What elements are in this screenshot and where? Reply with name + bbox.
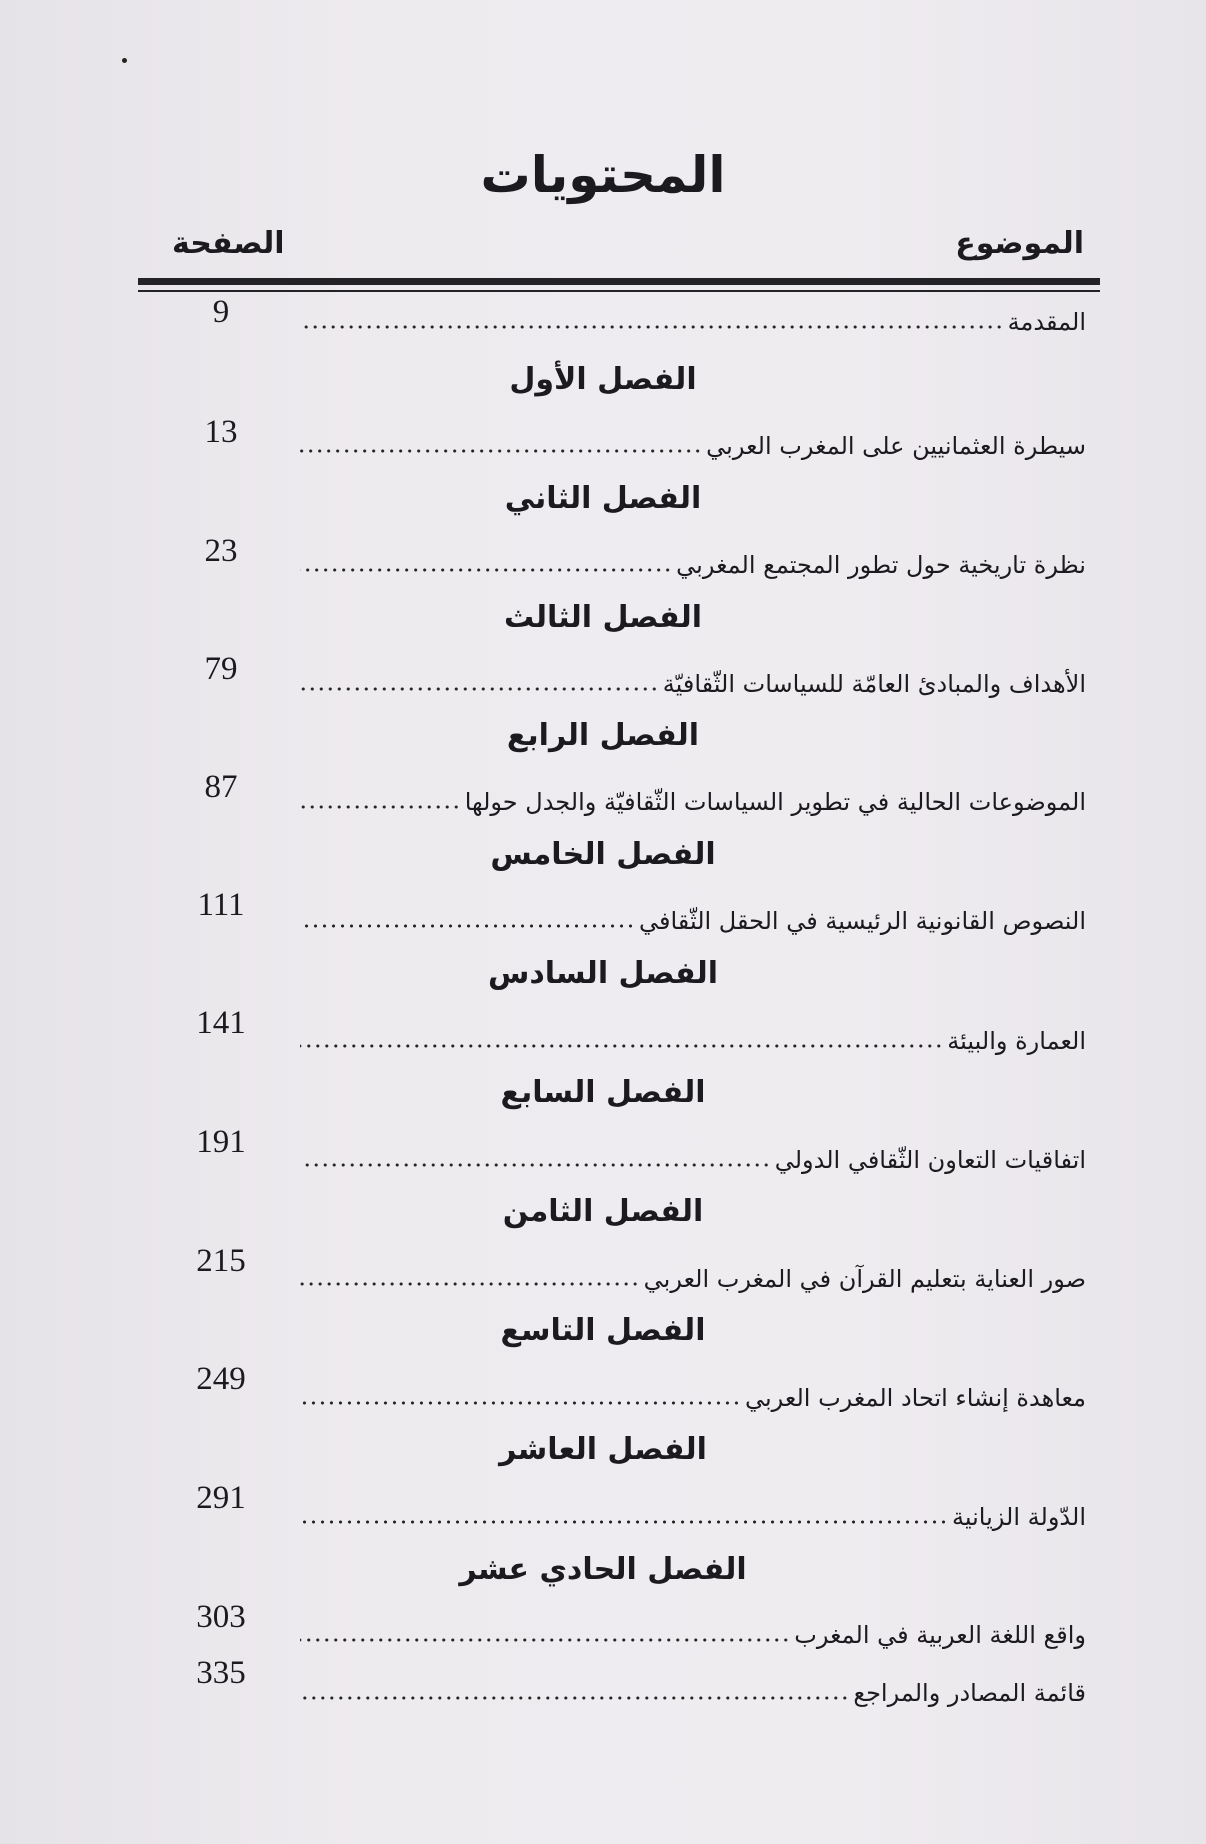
toc-entry — [300, 895, 1086, 935]
toc-page-number: 87 — [204, 769, 238, 805]
toc-page-number: 215 — [196, 1243, 246, 1279]
dot-leader — [300, 1694, 849, 1702]
chapter-heading: الفصل الثالث — [503, 600, 702, 635]
toc-entry-title: النصوص القانونية الرئيسية في الحقل الثّقافي — [639, 907, 1086, 935]
dot-leader — [300, 685, 659, 693]
chapter-heading: الفصل الرابع — [506, 718, 700, 753]
toc-entry-title: صور العناية بتعليم القرآن في المغرب العربي — [643, 1265, 1086, 1293]
header-rule-thick — [138, 278, 1100, 285]
toc-entry — [300, 420, 1086, 460]
toc-page-number: 191 — [196, 1124, 246, 1160]
toc-entry-title: واقع اللغة العربية في المغرب — [794, 1621, 1086, 1649]
page-column-header: الصفحة — [172, 226, 285, 261]
dot-leader — [300, 447, 702, 455]
toc-page-number: 23 — [204, 533, 238, 569]
chapter-heading: الفصل السابع — [500, 1075, 706, 1110]
page-title: المحتويات — [480, 146, 726, 204]
toc-entry-title: الموضوعات الحالية في تطوير السياسات الثّقافيّة والجدل حولها — [464, 788, 1086, 816]
chapter-heading: الفصل السادس — [487, 956, 719, 991]
dot-leader — [300, 1280, 640, 1288]
toc-entry-title: الأهداف والمبادئ العامّة للسياسات الثّقافيّة — [662, 670, 1086, 698]
dot-leader — [300, 323, 1004, 331]
toc-page-number: 303 — [196, 1599, 246, 1635]
toc-page-number: 79 — [204, 651, 238, 687]
header-rule-thin — [138, 290, 1100, 292]
toc-page-number: 13 — [204, 414, 238, 450]
toc-page-number: 249 — [196, 1361, 246, 1397]
toc-page-number: 141 — [196, 1005, 246, 1041]
dot-leader — [300, 1161, 771, 1169]
toc-page-number: 291 — [196, 1480, 246, 1516]
dot-leader — [300, 566, 672, 574]
toc-entry — [300, 1015, 1086, 1055]
dot-leader — [300, 803, 461, 811]
toc-page-number: 335 — [196, 1655, 246, 1691]
toc-entry-introduction — [300, 296, 1086, 336]
chapter-heading: الفصل الثامن — [502, 1194, 704, 1229]
toc-entry-title: نظرة تاريخية حول تطور المجتمع المغربي — [676, 551, 1086, 579]
toc-entry — [300, 539, 1086, 579]
ink-speck — [122, 58, 127, 63]
toc-page-number: 111 — [197, 887, 245, 923]
toc-entry-title: سيطرة العثمانيين على المغرب العربي — [706, 432, 1086, 460]
toc-entry-title: معاهدة إنشاء اتحاد المغرب العربي — [744, 1384, 1086, 1412]
toc-entry — [300, 1609, 1086, 1649]
toc-entry — [300, 776, 1086, 816]
toc-page-number: 9 — [212, 294, 230, 330]
toc-entry — [300, 1491, 1086, 1531]
chapter-heading: الفصل الأول — [509, 362, 697, 397]
toc-entry — [300, 1372, 1086, 1412]
toc-entry-title: الدّولة الزيانية — [952, 1503, 1086, 1531]
dot-leader — [300, 1518, 948, 1526]
chapter-heading: الفصل التاسع — [500, 1313, 706, 1348]
chapter-heading: الفصل العاشر — [499, 1432, 707, 1467]
toc-entry — [300, 1134, 1086, 1174]
topic-column-header: الموضوع — [955, 226, 1084, 261]
toc-entry — [300, 658, 1086, 698]
toc-entry — [300, 1253, 1086, 1293]
dot-leader — [300, 1399, 741, 1407]
chapter-heading: الفصل الحادي عشر — [459, 1552, 747, 1587]
dot-leader — [300, 1636, 790, 1644]
toc-entry-title: قائمة المصادر والمراجع — [853, 1679, 1086, 1707]
chapter-heading: الفصل الثاني — [504, 481, 702, 516]
toc-entry-sources — [300, 1667, 1086, 1707]
chapter-heading: الفصل الخامس — [490, 837, 716, 872]
toc-entry-title: العمارة والبيئة — [947, 1027, 1086, 1055]
toc-entry-title: المقدمة — [1007, 308, 1086, 336]
dot-leader — [300, 1042, 943, 1050]
toc-entry-title: اتفاقيات التعاون الثّقافي الدولي — [774, 1146, 1086, 1174]
dot-leader — [300, 922, 635, 930]
